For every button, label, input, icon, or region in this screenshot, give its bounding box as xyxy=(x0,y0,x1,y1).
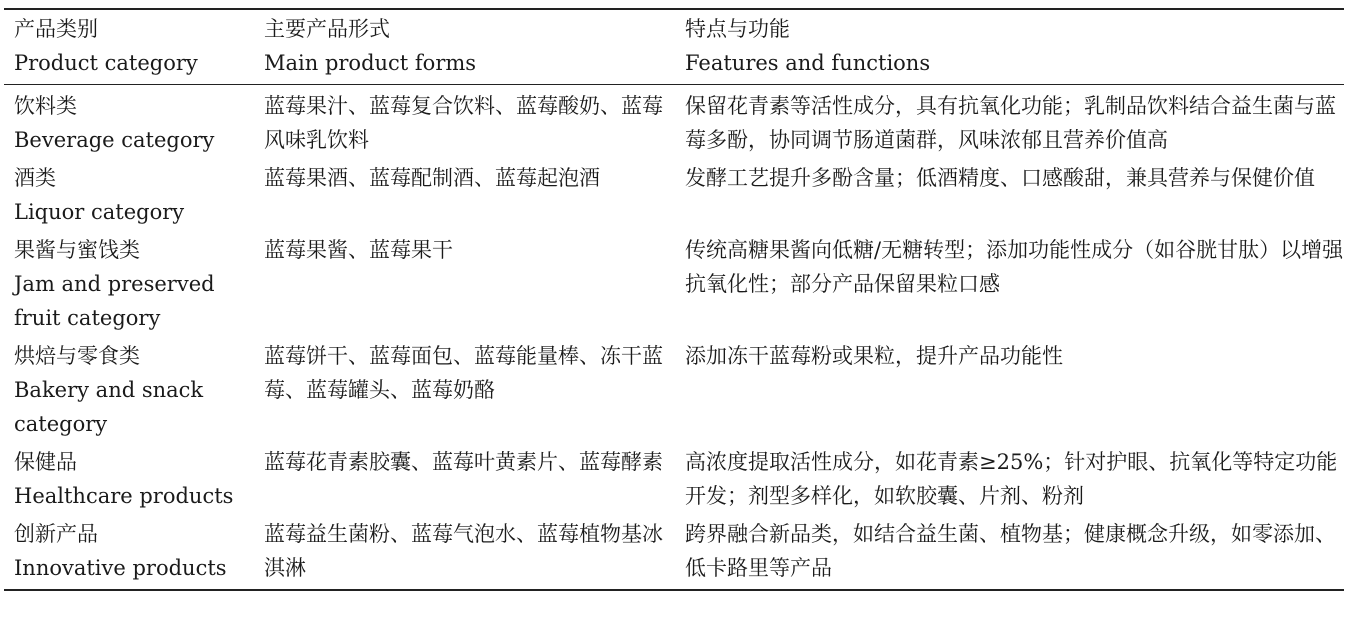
forms-text: 蓝莓益生菌粉、蓝莓气泡水、蓝莓植物基冰淇淋 xyxy=(264,522,663,580)
cell-forms xyxy=(254,445,675,517)
category-en: Bakery and snack category xyxy=(14,378,204,436)
cell-category xyxy=(4,517,254,590)
table-row-healthcare xyxy=(4,445,1344,517)
header-features-functions xyxy=(675,9,1344,85)
category-zh: 创新产品 xyxy=(14,522,98,546)
table-header xyxy=(4,9,1344,85)
table-row-innovative xyxy=(4,517,1344,590)
header-en: Main product forms xyxy=(264,51,477,75)
cell-category xyxy=(4,161,254,233)
features-text: 传统高糖果酱向低糖/无糖转型；添加功能性成分（如谷胱甘肽）以增强抗氧化性；部分产品保留果粒口感 xyxy=(685,238,1344,296)
table-body xyxy=(4,85,1344,591)
category-zh: 保健品 xyxy=(14,450,77,474)
cell-forms xyxy=(254,85,675,162)
table-row-jam xyxy=(4,233,1344,339)
cell-category xyxy=(4,445,254,517)
category-en: Jam and preserved fruit category xyxy=(14,272,215,330)
header-zh: 产品类别 xyxy=(14,17,98,41)
header-product-category xyxy=(4,9,254,85)
cell-features xyxy=(675,85,1344,162)
header-main-product-forms xyxy=(254,9,675,85)
header-zh: 特点与功能 xyxy=(685,17,790,41)
table-row-beverage xyxy=(4,85,1344,162)
cell-features xyxy=(675,339,1344,445)
category-en: Liquor category xyxy=(14,200,185,224)
header-en: Product category xyxy=(14,51,198,75)
cell-features xyxy=(675,517,1344,590)
header-en: Features and functions xyxy=(685,51,931,75)
features-text: 保留花青素等活性成分，具有抗氧化功能；乳制品饮料结合益生菌与蓝莓多酚，协同调节肠道菌群，风味浓郁且营养价值高 xyxy=(685,94,1336,152)
cell-features xyxy=(675,445,1344,517)
cell-category xyxy=(4,85,254,162)
category-en: Healthcare products xyxy=(14,484,234,508)
forms-text: 蓝莓花青素胶囊、蓝莓叶黄素片、蓝莓酵素 xyxy=(264,450,663,474)
category-zh: 烘焙与零食类 xyxy=(14,344,140,368)
table-row-liquor xyxy=(4,161,1344,233)
forms-text: 蓝莓果汁、蓝莓复合饮料、蓝莓酸奶、蓝莓风味乳饮料 xyxy=(264,94,663,152)
category-zh: 饮料类 xyxy=(14,94,77,118)
header-row xyxy=(4,9,1344,85)
features-text: 跨界融合新品类，如结合益生菌、植物基；健康概念升级，如零添加、低卡路里等产品 xyxy=(685,522,1336,580)
cell-features xyxy=(675,233,1344,339)
features-text: 发酵工艺提升多酚含量；低酒精度、口感酸甜，兼具营养与保健价值 xyxy=(685,166,1315,190)
category-zh: 果酱与蜜饯类 xyxy=(14,238,140,262)
table-row-bakery xyxy=(4,339,1344,445)
category-en: Beverage category xyxy=(14,128,215,152)
category-zh: 酒类 xyxy=(14,166,56,190)
forms-text: 蓝莓饼干、蓝莓面包、蓝莓能量棒、冻干蓝莓、蓝莓罐头、蓝莓奶酪 xyxy=(264,344,663,402)
category-en: Innovative products xyxy=(14,556,227,580)
cell-features xyxy=(675,161,1344,233)
cell-forms xyxy=(254,233,675,339)
cell-category xyxy=(4,339,254,445)
features-text: 添加冻干蓝莓粉或果粒，提升产品功能性 xyxy=(685,344,1063,368)
header-zh: 主要产品形式 xyxy=(264,17,390,41)
cell-forms xyxy=(254,517,675,590)
cell-forms xyxy=(254,161,675,233)
cell-category xyxy=(4,233,254,339)
forms-text: 蓝莓果酒、蓝莓配制酒、蓝莓起泡酒 xyxy=(264,166,600,190)
cell-forms xyxy=(254,339,675,445)
blueberry-product-table xyxy=(4,8,1344,591)
forms-text: 蓝莓果酱、蓝莓果干 xyxy=(264,238,453,262)
features-text: 高浓度提取活性成分，如花青素≥25%；针对护眼、抗氧化等特定功能开发；剂型多样化，如软胶囊、片剂、粉剂 xyxy=(685,450,1338,508)
